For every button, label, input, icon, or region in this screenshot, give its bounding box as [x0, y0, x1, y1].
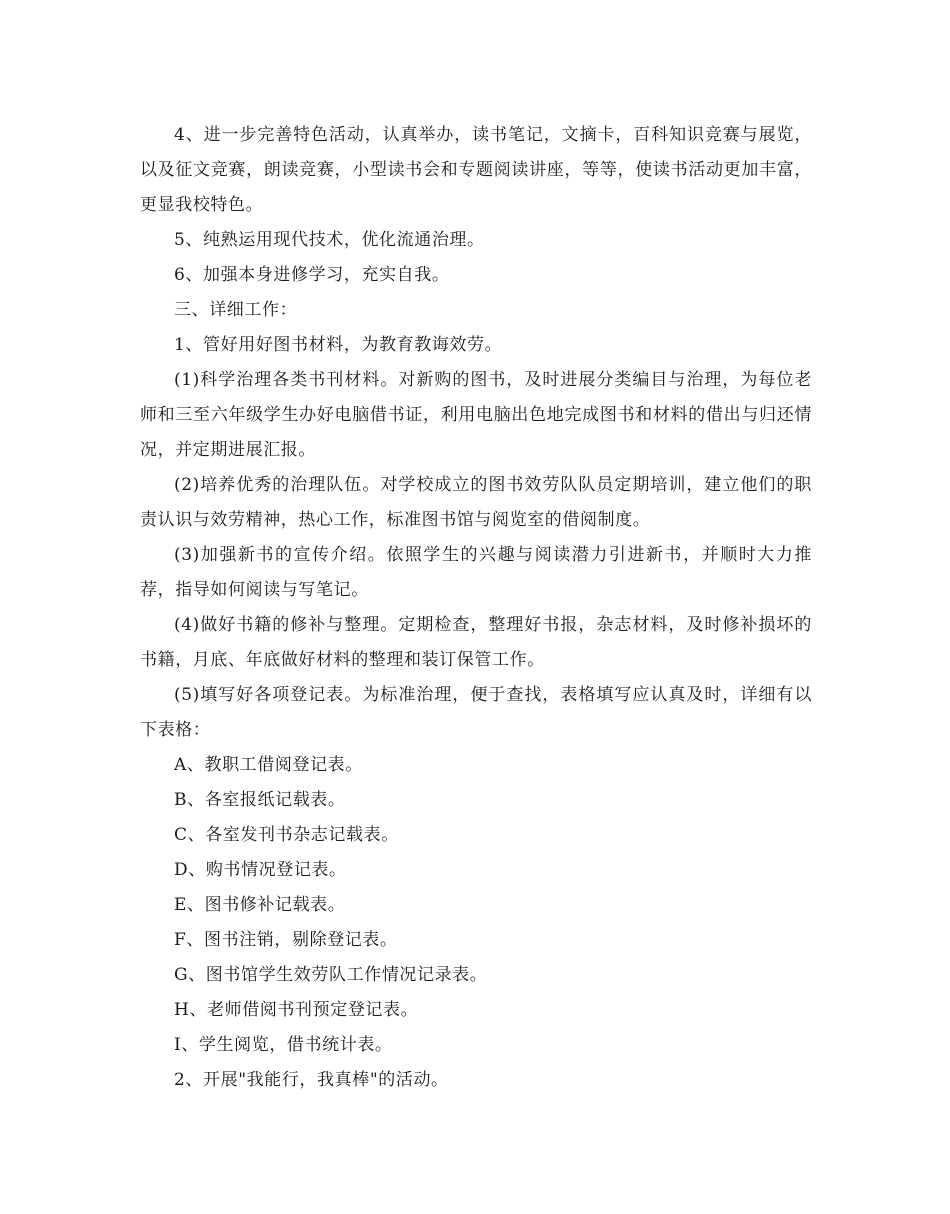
paragraph: 2、开展"我能行，我真棒"的活动。 — [174, 1070, 449, 1090]
list-item: B、各室报纸记载表。 — [174, 790, 346, 810]
paragraph: 5、纯熟运用现代技术，优化流通治理。 — [174, 230, 485, 250]
paragraph: (4)做好书籍的修补与整理。定期检查，整理好书报，杂志材料，及时修补损坏的书籍，月底、年底做好材料的整理和装订保管工作。 — [140, 615, 812, 670]
document-body — [140, 118, 812, 1098]
paragraph: 6、加强本身进修学习，充实自我。 — [174, 265, 450, 285]
paragraph: 1、管好用好图书材料，为教育教诲效劳。 — [174, 335, 503, 355]
list-item: G、图书馆学生效劳队工作情况记录表。 — [174, 965, 488, 985]
list-item: E、图书修补记载表。 — [174, 895, 346, 915]
list-item: C、各室发刊书杂志记载表。 — [174, 825, 399, 845]
list-item: H、老师借阅书刊预定登记表。 — [174, 1000, 419, 1020]
paragraph: (2)培养优秀的治理队伍。对学校成立的图书效劳队队员定期培训，建立他们的职责认识与效劳精神，热心工作，标准图书馆与阅览室的借阅制度。 — [140, 475, 812, 530]
paragraph: (1)科学治理各类书刊材料。对新购的图书，及时进展分类编目与治理，为每位老师和三至六年级学生办好电脑借书证，利用电脑出色地完成图书和材料的借出与归还情况，并定期进展汇报。 — [140, 370, 812, 460]
section-heading: 三、详细工作： — [174, 300, 298, 320]
list-item: I、学生阅览，借书统计表。 — [174, 1035, 393, 1055]
list-item: D、购书情况登记表。 — [174, 860, 347, 880]
paragraph: (3)加强新书的宣传介绍。依照学生的兴趣与阅读潜力引进新书，并顺时大力推荐，指导如何阅读与写笔记。 — [140, 545, 812, 600]
list-item: A、教职工借阅登记表。 — [174, 755, 363, 775]
paragraph: 4、进一步完善特色活动，认真举办，读书笔记，文摘卡，百科知识竞赛与展览，以及征文竞赛，朗读竞赛，小型读书会和专题阅读讲座，等等，使读书活动更加丰富，更显我校特色。 — [140, 125, 812, 215]
paragraph: (5)填写好各项登记表。为标准治理，便于查找，表格填写应认真及时，详细有以下表格： — [140, 685, 812, 740]
list-item: F、图书注销，剔除登记表。 — [174, 930, 398, 950]
